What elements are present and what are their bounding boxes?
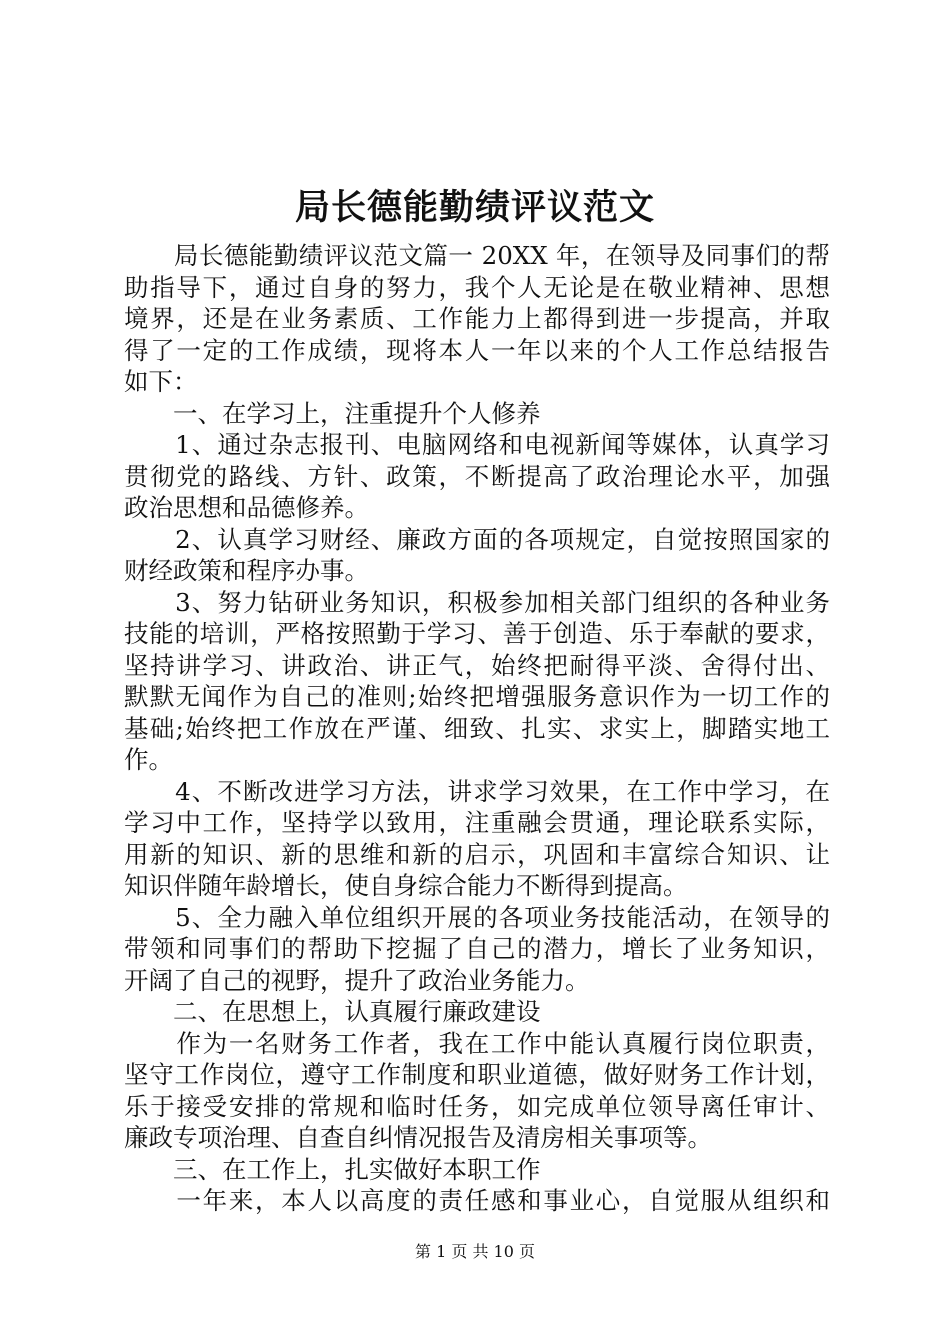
body-line: 作。	[124, 745, 173, 774]
body-line: 三、在工作上，扎实做好本职工作	[124, 1154, 541, 1184]
body-line: 坚持讲学习、讲政治、讲正气，始终把耐得平淡、舍得付出、	[124, 650, 830, 680]
body-line: 坚守工作岗位，遵守工作制度和职业道德，做好财务工作计划，	[124, 1060, 830, 1089]
body-line: 二、在思想上，认真履行廉政建设	[124, 997, 541, 1026]
body-line: 1、通过杂志报刊、电脑网络和电视新闻等媒体，认真学习	[124, 430, 830, 459]
body-line: 得了一定的工作成绩，现将本人一年以来的个人工作总结报告	[124, 335, 830, 365]
body-line: 一年来，本人以高度的责任感和事业心，自觉服从组织和	[124, 1186, 830, 1215]
body-line: 3、努力钻研业务知识，积极参加相关部门组织的各种业务	[124, 587, 830, 617]
body-line: 局长德能勤绩评议范文篇一 20XX 年，在领导及同事们的帮	[124, 241, 830, 270]
body-line: 默默无闻作为自己的准则;始终把增强服务意识作为一切工作的	[124, 682, 830, 711]
body-line: 作为一名财务工作者，我在工作中能认真履行岗位职责，	[124, 1028, 830, 1058]
body-line: 技能的培训，严格按照勤于学习、善于创造、乐于奉献的要求，	[124, 619, 830, 648]
body-line: 2、认真学习财经、廉政方面的各项规定，自觉按照国家的	[124, 524, 830, 554]
body-line: 如下：	[124, 367, 198, 396]
body-line: 5、全力融入单位组织开展的各项业务技能活动，在领导的	[124, 902, 830, 932]
body-line: 开阔了自己的视野，提升了政治业务能力。	[124, 965, 590, 995]
body-line: 财经政策和程序办事。	[124, 556, 369, 585]
body-line: 4、不断改进学习方法，讲求学习效果，在工作中学习，在	[124, 776, 830, 806]
body-line: 基础;始终把工作放在严谨、细致、扎实、求实上，脚踏实地工	[124, 713, 830, 743]
body-line: 用新的知识、新的思维和新的启示，巩固和丰富综合知识、让	[124, 839, 830, 869]
body-line: 境界，还是在业务素质、工作能力上都得到进一步提高，并取	[124, 304, 830, 333]
body-line: 政治思想和品德修养。	[124, 493, 369, 522]
body-line: 助指导下，通过自身的努力，我个人无论是在敬业精神、思想	[124, 272, 830, 302]
body-line: 贯彻党的路线、方针、政策，不断提高了政治理论水平，加强	[124, 461, 830, 491]
body-line: 学习中工作，坚持学以致用，注重融会贯通，理论联系实际，	[124, 808, 830, 837]
document-body	[124, 240, 830, 1217]
body-line: 乐于接受安排的常规和临时任务，如完成单位领导离任审计、	[124, 1091, 830, 1121]
document-title: 局长德能勤绩评议范文	[294, 187, 655, 228]
body-line: 一、在学习上，注重提升个人修养	[124, 398, 541, 428]
body-line: 知识伴随年龄增长，使自身综合能力不断得到提高。	[124, 871, 688, 900]
body-line: 带领和同事们的帮助下挖掘了自己的潜力，增长了业务知识，	[124, 934, 830, 963]
body-line: 廉政专项治理、自查自纠情况报告及清房相关事项等。	[124, 1123, 712, 1152]
page-footer: 第 1 页 共 10 页	[415, 1242, 535, 1261]
